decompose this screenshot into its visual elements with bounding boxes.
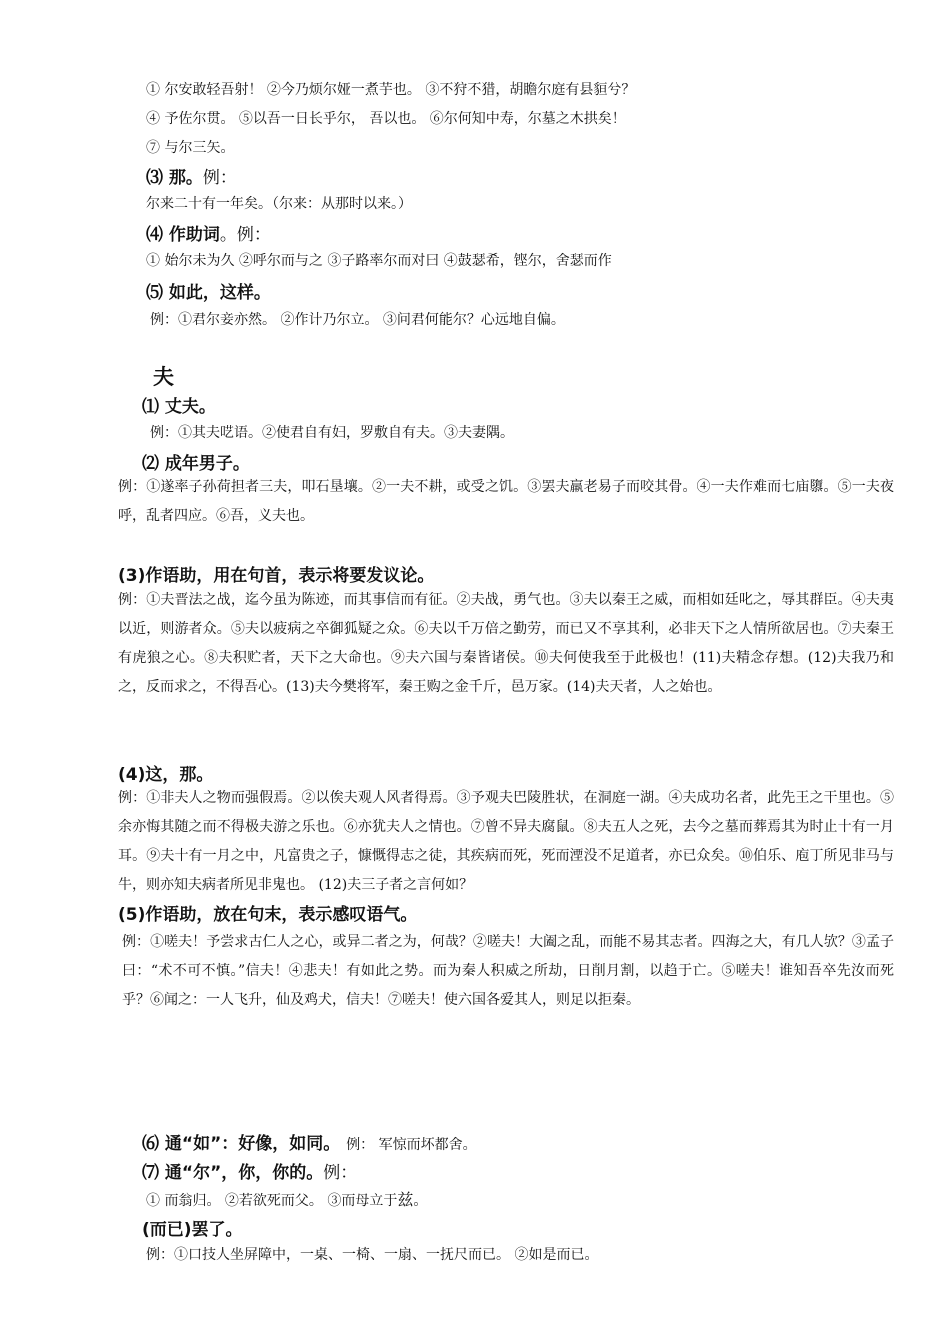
er-sense-4-title: ⑷ 作助词 <box>146 225 220 245</box>
er2-sense-8-example: 例：①口技人坐屏障中，一桌、一椅、一扇、一抚尺而已。 ②如是而已。 <box>146 1247 599 1263</box>
er2-sense-7-example-text: ① 而翁归。 ②若欲死而父。 ③而母立于 <box>146 1193 398 1209</box>
fu-sense-3-example: 例：①夫晋法之战，迄今虽为陈迹，而其事信而有征。②夫战，勇气也。③夫以秦王之威，而相如廷叱之，辱其群臣。④夫夷以近，则游者众。⑤夫以疲病之卒御狐疑之众。⑥夫以千万倍之勤劳，而已又不享其利，必非天下之人情所欲居也。⑦夫秦王有虎狼之心。⑧夫积贮者，天下之大命也。⑨夫六国与秦皆诸侯。⑩夫何使我至于此极也！(11)夫精念存想。(12)夫我乃和之，反而求之，不得吾心。(13)夫今樊将军，秦王购之金千斤，邑万家。(14)夫天者，人之始也。 <box>118 592 894 695</box>
er2-sense-6-heading <box>142 1129 477 1154</box>
er-sense-5-example: 例：①君尔妾亦然。 ②作计乃尔立。 ③问君何能尔？心远地自偏。 <box>150 312 565 328</box>
er2-sense-7-example <box>146 1187 427 1210</box>
fu-sense-4-heading: (4)这，那。 <box>118 765 214 785</box>
er-example-line-3: ⑦ 与尔三矢。 <box>146 140 235 156</box>
er2-sense-7-title: ⑺ 通“尔”，你，你的。 <box>142 1163 324 1183</box>
er-sense-3-heading <box>146 163 237 188</box>
fu-sense-5-example: 例：①嗟夫！予尝求古仁人之心，或异二者之为，何哉？②嗟夫！大阖之乱，而能不易其志者。四海之大，有几人欤？③孟子曰：“术不可不慎。”信夫！④悲夫！有如此之势。而为秦人积威之所劫，日削月割，以趋于亡。⑤嗟夫！谁知吾卒先汝而死乎？⑥闻之：一人飞升，仙及鸡犬，信夫！⑦嗟夫！使六国各爱其人，则足以拒秦。 <box>122 934 894 1008</box>
fu-sense-4-example: 例：①非夫人之物而强假焉。②以俟夫观人风者得焉。③予观夫巴陵胜状，在洞庭一湖。④夫成功名者，此先王之干里也。⑤余亦悔其随之而不得极夫游之乐也。⑥亦犹夫人之情也。⑦曾不异夫腐鼠。⑧夫五人之死，去今之墓而葬焉其为时止十有一月耳。⑨夫十有一月之中，凡富贵之子，慷慨得志之徒，其疾病而死，死而湮没不足道者，亦已众矣。⑩伯乐、庖丁所见非马与牛，则亦知夫病者所见非鬼也。 (12)夫三子者之言何如？ <box>118 790 894 893</box>
fu-sense-1-example: 例：①其夫呓语。②使君自有妇，罗敷自有夫。③夫妻隅。 <box>150 425 514 441</box>
fu-sense-5-heading: (5)作语助，放在句末，表示感叹语气。 <box>118 905 418 925</box>
fu-sense-3-heading: (3)作语助，用在句首，表示将要发议论。 <box>118 566 435 586</box>
er2-sense-7-example-end: 。 <box>413 1193 428 1209</box>
er-example-line-2: ④ 予佐尔贯。 ⑤以吾一日长乎尔， 吾以也。 ⑥尔何知中寿，尔墓之木拱矣！ <box>146 111 626 127</box>
er2-sense-7-example-label: 例： <box>323 1163 358 1183</box>
er2-sense-7-example-char: 兹 <box>397 1190 414 1209</box>
er-example-line-1: ① 尔安敢轻吾射！ ②今乃烦尔娅一煮芋也。 ③不狩不猎，胡瞻尔庭有县貆兮？ <box>146 82 636 98</box>
er-sense-5-heading: ⑸ 如此，这样。 <box>146 283 271 303</box>
fu-character-title: 夫 <box>153 365 174 389</box>
er-sense-4-heading <box>146 220 271 245</box>
er-sense-3-example: 尔来二十有一年矣。（尔来：从那时以来。） <box>146 196 412 212</box>
er-sense-3-example-label: 例： <box>202 168 237 188</box>
er-sense-3-title: ⑶ 那。 <box>146 168 203 188</box>
er2-sense-7-heading <box>142 1158 357 1183</box>
fu-sense-1-heading: ⑴ 丈夫。 <box>142 397 216 417</box>
er2-sense-6-title: ⑹ 通“如”：好像，如同。 <box>142 1134 341 1154</box>
er2-sense-6-example: 例： 军惊而坏都舍。 <box>346 1137 477 1153</box>
er2-sense-8-heading: (而已)罢了。 <box>142 1220 243 1240</box>
fu-sense-2-example: 例：①遂率子孙荷担者三夫，叩石垦壤。②一夫不耕，或受之饥。③罢夫羸老易子而咬其骨。④一夫作难而七庙隳。⑤一夫夜呼，乱者四应。⑥吾，义夫也。 <box>118 479 894 524</box>
fu-sense-2-heading: ⑵ 成年男子。 <box>142 454 250 474</box>
er-sense-4-example: ① 始尔未为久 ②呼尔而与之 ③子路率尔而对曰 ④鼓瑟希，铿尔，舍瑟而作 <box>146 253 612 269</box>
er-sense-4-example-label: 。例： <box>219 225 271 245</box>
